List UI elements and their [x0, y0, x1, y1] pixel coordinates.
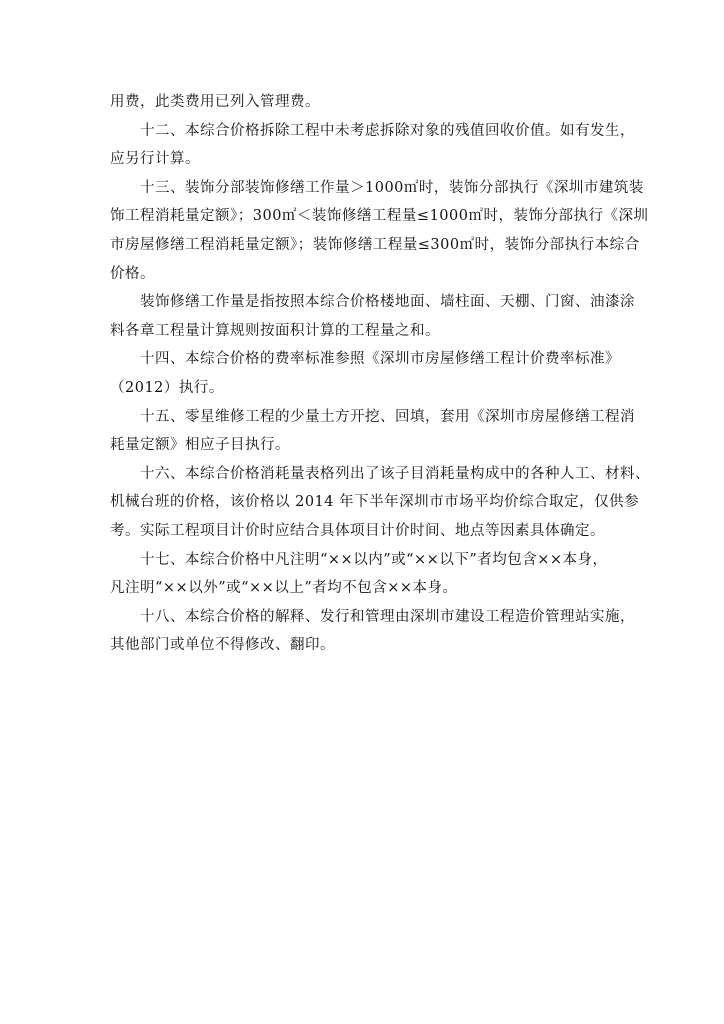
text-line: 十七、本综合价格中凡注明“××以内”或“××以下”者均包含××本身， — [140, 551, 608, 568]
text-line: 料各章工程量计算规则按面积计算的工程量之和。 — [110, 322, 440, 339]
text-line: 饰工程消耗量定额》；300㎡＜装饰修缮工程量≤1000㎡时，装饰分部执行《深圳 — [110, 208, 649, 225]
paragraph-management-fee-continuation — [110, 88, 614, 117]
text-line: 十五、零星维修工程的少量土方开挖、回填，套用《深圳市房屋修缮工程消 — [140, 408, 635, 425]
text-line: 价格。 — [110, 265, 155, 282]
document-body — [110, 88, 650, 660]
paragraph-item-13 — [110, 174, 649, 288]
text-line: 凡注明“××以外”或“××以上”者均不包含××本身。 — [110, 580, 458, 597]
text-line: 十四、本综合价格的费率标准参照《深圳市房屋修缮工程计价费率标准》 — [140, 351, 620, 368]
text-line: 耗量定额》相应子目执行。 — [110, 437, 290, 454]
text-line: 机械台班的价格，该价格以 2014 年下半年深圳市市场平均价综合取定，仅供参 — [110, 494, 640, 511]
text-line: 十八、本综合价格的解释、发行和管理由深圳市建设工程造价管理站实施， — [140, 608, 635, 625]
paragraph-decoration-workload-definition — [110, 288, 635, 345]
text-line: 十三、装饰分部装饰修缮工作量＞1000㎡时，装饰分部执行《深圳市建筑装 — [140, 179, 644, 196]
text-line: 十二、本综合价格拆除工程中未考虑拆除对象的残值回收价值。如有发生， — [140, 122, 635, 139]
text-line: 市房屋修缮工程消耗量定额》；装饰修缮工程量≤300㎡时，装饰分部执行本综合 — [110, 236, 640, 253]
text-line: 用费，此类费用已列入管理费。 — [110, 94, 320, 110]
paragraph-item-14 — [110, 345, 620, 402]
text-line: 装饰修缮工作量是指按照本综合价格楼地面、墙柱面、天棚、门窗、油漆涂 — [140, 294, 635, 311]
paragraph-item-15 — [110, 403, 635, 460]
text-line: 考。实际工程项目计价时应结合具体项目计价时间、地点等因素具体确定。 — [110, 522, 605, 539]
paragraph-item-12 — [110, 117, 635, 174]
text-line: 应另行计算。 — [110, 151, 200, 168]
paragraph-item-18 — [110, 603, 635, 660]
text-line: 十六、本综合价格消耗量表格列出了该子目消耗量构成中的各种人工、材料、 — [140, 465, 650, 482]
text-line: 其他部门或单位不得修改、翻印。 — [110, 637, 335, 654]
text-line: （2012）执行。 — [110, 379, 224, 396]
paragraph-item-17 — [110, 546, 614, 603]
paragraph-item-16 — [110, 460, 650, 546]
